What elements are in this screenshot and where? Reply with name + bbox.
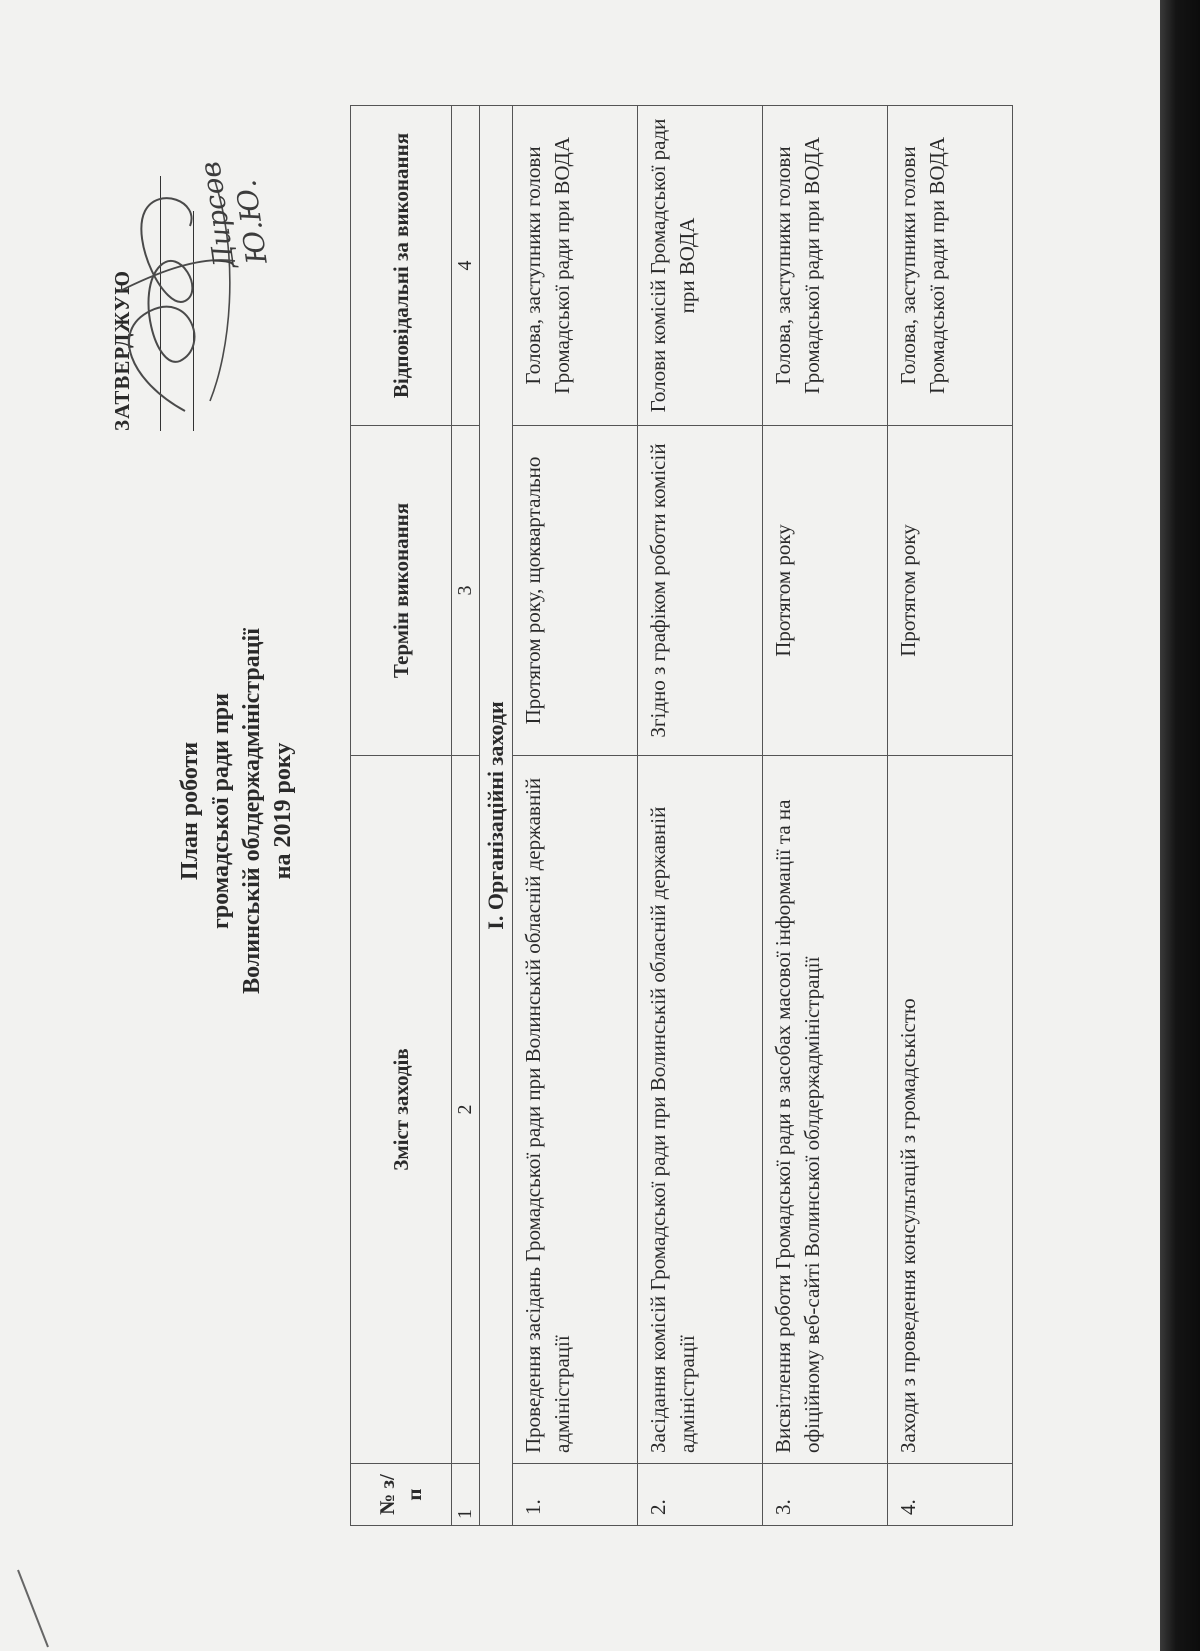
approver-handwritten-name: Дирсов Ю.Ю. [193, 159, 274, 271]
row-term: Згідно з графіком роботи комісій [638, 426, 763, 756]
table-row [888, 106, 1013, 1526]
scan-dark-edge [1160, 0, 1200, 1651]
approval-block [110, 111, 274, 441]
index-cell: 3 [452, 426, 480, 756]
row-num: 2. [638, 1464, 763, 1526]
row-num: 1. [513, 1464, 638, 1526]
index-cell: 2 [452, 756, 480, 1464]
header-num: № з/п [351, 1464, 452, 1526]
header-responsible: Відповідальні за виконання [351, 106, 452, 426]
row-responsible: Голова, заступники голови Громадської ради при ВОДА [763, 106, 888, 426]
row-content: Проведення засідань Громадської ради при Волинській обласній державній адміністрації [513, 756, 638, 1464]
table-row [763, 106, 888, 1526]
section-row [480, 106, 513, 1526]
row-num: 4. [888, 1464, 1013, 1526]
row-term: Протягом року [763, 426, 888, 756]
column-index-row [452, 106, 480, 1526]
table-row [638, 106, 763, 1526]
header-term: Термін виконання [351, 426, 452, 756]
title-line-1: План роботи [177, 741, 203, 881]
row-responsible: Голови комісій Громадської ради при ВОДА [638, 106, 763, 426]
title-line-3: Волинській облдержадміністрації [239, 628, 265, 994]
table-row [513, 106, 638, 1526]
title-line-2: громадської ради при [208, 693, 234, 929]
row-term: Протягом року [888, 426, 1013, 756]
header-content: Зміст заходів [351, 756, 452, 1464]
document-title [175, 531, 299, 1091]
title-line-4: на 2019 року [270, 742, 296, 880]
section-title: І. Організаційні заходи [480, 106, 513, 1526]
row-content: Висвітлення роботи Громадської ради в засобах масової інформації та на офіційному веб-сайті Волинської облдержадміністрації [763, 756, 888, 1464]
row-term: Протягом року, щоквартально [513, 426, 638, 756]
row-responsible: Голова, заступники голови Громадської ради при ВОДА [888, 106, 1013, 426]
table-header-row [351, 106, 452, 1526]
approval-heading: ЗАТВЕРДЖУЮ [110, 270, 134, 431]
row-responsible: Голова, заступники голови Громадської ради при ВОДА [513, 106, 638, 426]
row-content: Заходи з проведення консультацій з громадськістю [888, 756, 1013, 1464]
index-cell: 4 [452, 106, 480, 426]
row-num: 3. [763, 1464, 888, 1526]
plan-table [350, 105, 1013, 1526]
index-cell: 1 [452, 1464, 480, 1526]
row-content: Засідання комісій Громадської ради при Волинській обласній державній адміністрації [638, 756, 763, 1464]
